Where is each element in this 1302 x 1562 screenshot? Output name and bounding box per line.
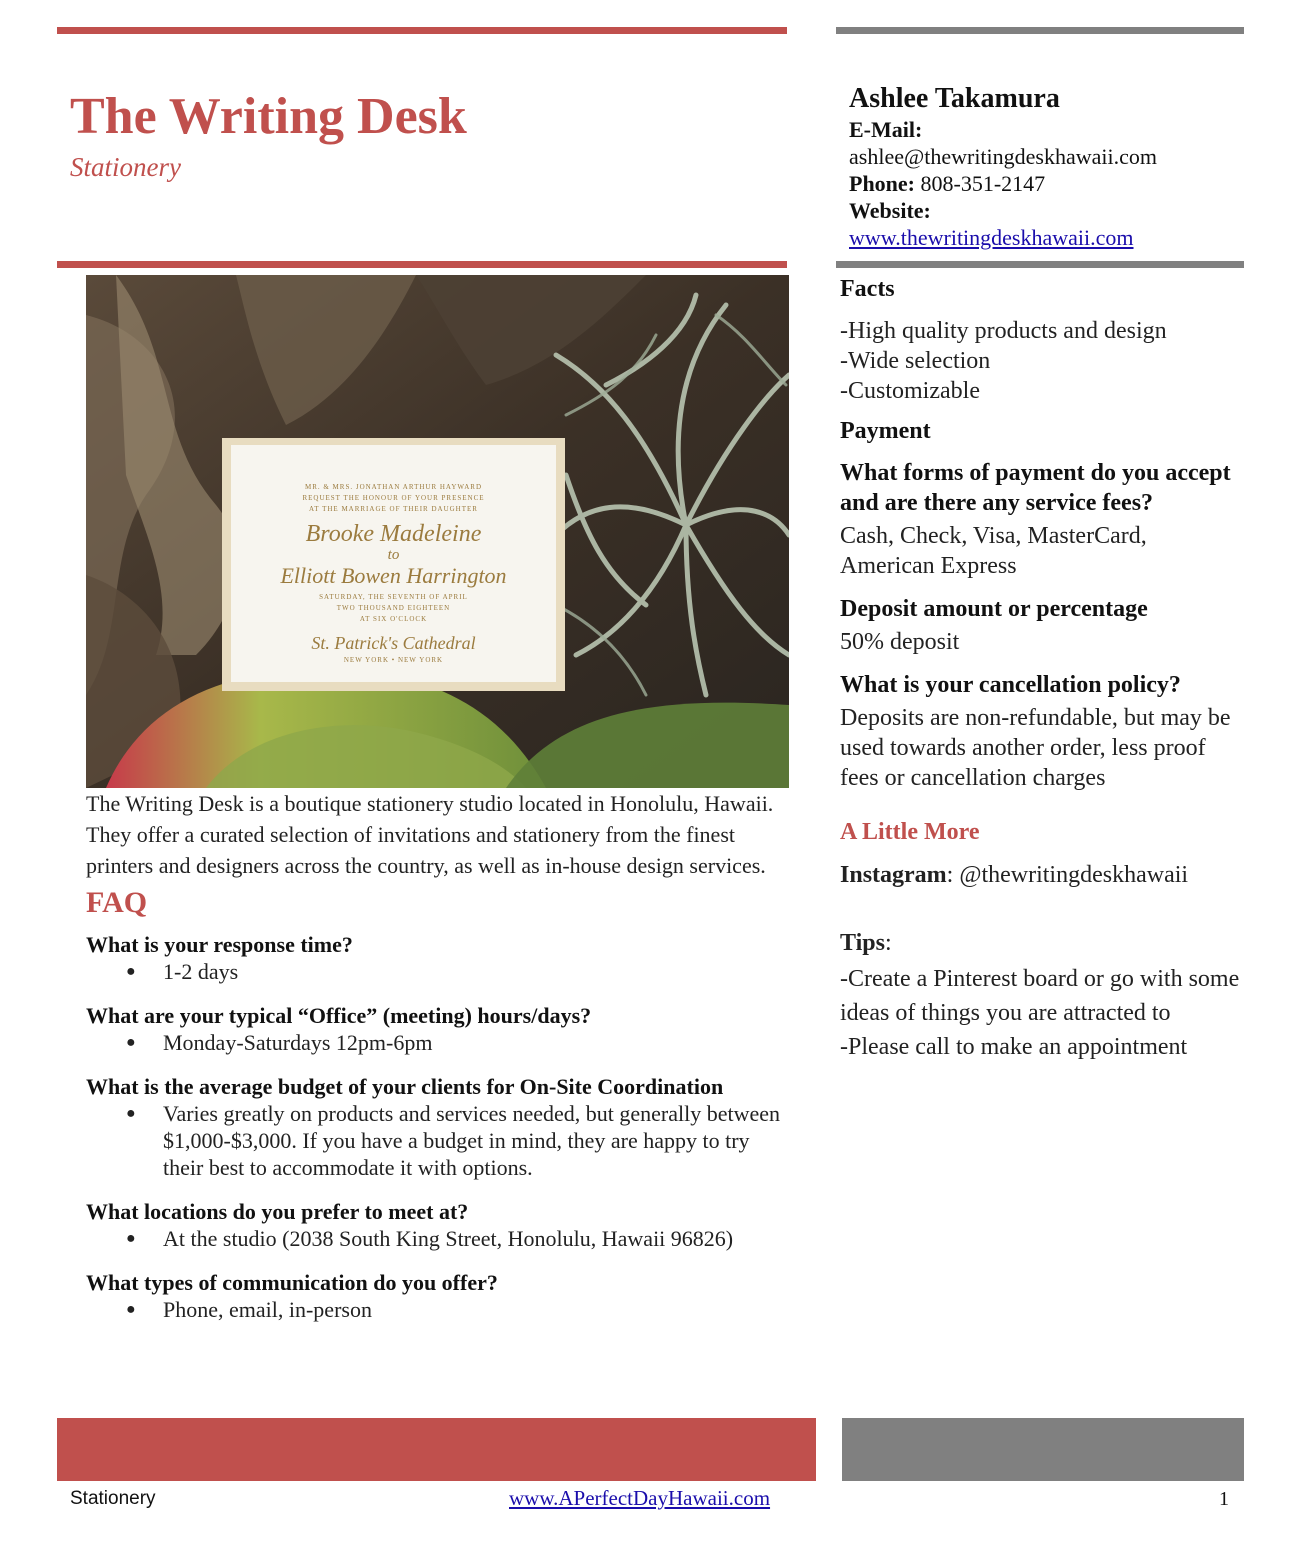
instagram-handle: : @thewritingdeskhawaii (946, 862, 1189, 888)
intro-paragraph: The Writing Desk is a boutique stationery studio located in Honolulu, Hawaii. They offer a curated selection of invitations and stationery from the finest printers and designers across the country, as well as in-house design services. (86, 791, 774, 878)
footer-website-link[interactable]: www.APerfectDayHawaii.com (509, 1486, 771, 1510)
faq-answer-text: Varies greatly on products and services needed, but generally between $1,000-$3,000. If you have a budget in mind, they are happy to try their best to accommodate it with options. (163, 1101, 780, 1180)
tip-item: -Please call to make an appointment (840, 1034, 1188, 1060)
phone-value: 808-351-2147 (920, 171, 1046, 196)
fact-item: -Wide selection (840, 348, 991, 374)
card-time: AT SIX O'CLOCK (359, 615, 428, 623)
faq-answer-list (86, 1296, 786, 1323)
footer-band-right (842, 1418, 1244, 1481)
header-rule-bottom-left (57, 261, 787, 268)
card-line-3: AT THE MARRIAGE OF THEIR DAUGHTER (309, 505, 478, 513)
card-date-1: SATURDAY, THE SEVENTH OF APRIL (319, 593, 468, 601)
tips-colon: : (884, 930, 892, 956)
card-to: to (387, 547, 400, 563)
card-line-2: REQUEST THE HONOUR OF YOUR PRESENCE (302, 494, 485, 502)
faq-answer-text: Phone, email, in-person (163, 1297, 372, 1322)
invitation-card (231, 445, 556, 682)
a-little-more-heading: A Little More (840, 819, 980, 845)
side-column (840, 274, 1240, 1064)
payment-question: What forms of payment do you accept and are there any service fees? (840, 460, 1231, 516)
facts-heading: Facts (840, 276, 895, 302)
invitation-photo (86, 275, 789, 788)
faq-answer-list (86, 1100, 786, 1181)
faq-answer (126, 1029, 786, 1056)
cancellation-answer: Deposits are non-refundable, but may be used towards another order, less proof fees or cancellation charges (840, 705, 1231, 791)
contact-block (849, 82, 1249, 251)
faq-question: What types of communication do you offer? (86, 1270, 498, 1295)
card-bride: Brooke Madeleine (305, 521, 482, 547)
instagram-line (840, 860, 1240, 890)
faq-answer-list (86, 1029, 786, 1056)
email-label: E-Mail: (849, 117, 923, 142)
faq-question: What are your typical “Office” (meeting) hours/days? (86, 1003, 592, 1028)
faq-question: What is your response time? (86, 932, 353, 957)
page-number: 1 (1219, 1488, 1229, 1510)
faq-question: What locations do you prefer to meet at? (86, 1199, 469, 1224)
contact-name: Ashlee Takamura (849, 83, 1060, 114)
card-city: NEW YORK • NEW YORK (343, 656, 444, 664)
faq-answer (126, 1100, 786, 1181)
bullet-icon: ● (126, 1034, 136, 1051)
page-title: The Writing Desk (70, 88, 467, 145)
faq-heading: FAQ (86, 886, 148, 919)
faq-answer-text: At the studio (2038 South King Street, Honolulu, Hawaii 96826) (163, 1226, 734, 1251)
faq-question: What is the average budget of your clients for On-Site Coordination (86, 1074, 724, 1099)
bullet-icon: ● (126, 1301, 136, 1318)
payment-heading: Payment (840, 418, 931, 444)
fact-item: -Customizable (840, 378, 980, 404)
faq-answer (126, 1296, 786, 1323)
deposit-question: Deposit amount or percentage (840, 596, 1148, 622)
page-subtitle: Stationery (70, 152, 181, 182)
tip-item: -Create a Pinterest board or go with some ideas of things you are attracted to (840, 966, 1240, 1026)
main-column (86, 788, 786, 1340)
faq-answer-text: Monday-Saturdays 12pm-6pm (163, 1030, 433, 1055)
bullet-icon: ● (126, 963, 136, 980)
faq-answer-list (86, 1225, 786, 1252)
cancellation-question: What is your cancellation policy? (840, 672, 1181, 698)
phone-label: Phone: (849, 171, 915, 196)
card-date-2: TWO THOUSAND EIGHTEEN (336, 604, 451, 612)
website-label: Website: (849, 198, 931, 223)
card-venue: St. Patrick's Cathedral (311, 633, 476, 653)
faq-answer (126, 958, 786, 985)
header-rule-top-right (836, 27, 1244, 34)
faq-answer (126, 1225, 786, 1252)
header-rule-bottom-right (836, 261, 1244, 268)
fact-item: -High quality products and design (840, 318, 1167, 344)
faq-answer-text: 1-2 days (163, 959, 239, 984)
payment-answer: Cash, Check, Visa, MasterCard, American Express (840, 523, 1147, 579)
deposit-answer: 50% deposit (840, 629, 960, 655)
header-rule-top-left (57, 27, 787, 34)
card-line-1: MR. & MRS. JONATHAN ARTHUR HAYWARD (304, 483, 483, 491)
card-groom: Elliott Bowen Harrington (280, 563, 507, 588)
website-link[interactable]: www.thewritingdeskhawaii.com (849, 225, 1134, 250)
tips-line (840, 928, 1240, 958)
faq-answer-list (86, 958, 786, 985)
footer-band-left (57, 1418, 816, 1481)
email-value: ashlee@thewritingdeskhawaii.com (849, 144, 1157, 169)
instagram-label: Instagram (840, 862, 947, 888)
bullet-icon: ● (126, 1105, 136, 1122)
bullet-icon: ● (126, 1230, 136, 1247)
footer-category: Stationery (70, 1488, 156, 1509)
tips-label: Tips (840, 930, 885, 956)
